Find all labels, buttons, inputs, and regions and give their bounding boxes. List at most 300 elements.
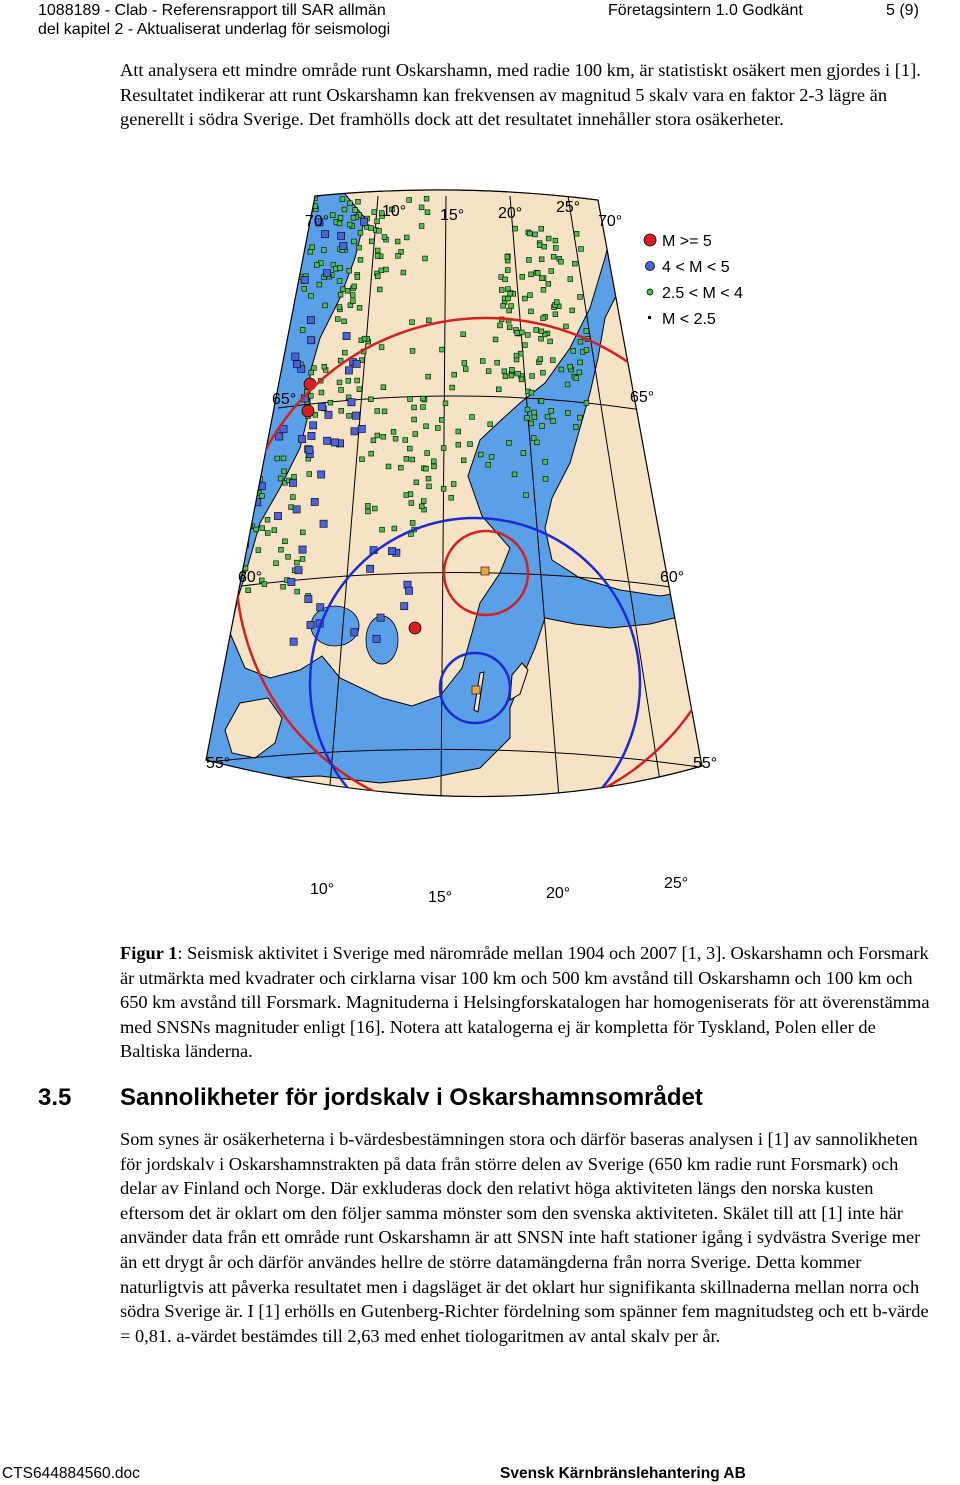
earthquake-marker (410, 520, 415, 525)
earthquake-marker (443, 401, 448, 406)
earthquake-marker (337, 380, 342, 385)
earthquake-marker (395, 239, 400, 244)
earthquake-marker (419, 224, 424, 229)
earthquake-marker (584, 347, 589, 352)
earthquake-marker (499, 288, 504, 293)
earthquake-marker (295, 567, 302, 574)
section-title: Sannolikheter för jordskalv i Oskarshamnsområdet (120, 1084, 703, 1111)
earthquake-marker (414, 480, 419, 485)
earthquake-marker (412, 417, 417, 422)
earthquake-marker (461, 332, 466, 337)
earthquake-marker (331, 439, 338, 446)
earthquake-marker (463, 367, 468, 372)
earthquake-marker (574, 376, 579, 381)
earthquake-marker (318, 403, 325, 410)
earthquake-marker (456, 442, 461, 447)
earthquake-marker (308, 337, 315, 344)
lat-label-65-right: 65° (630, 389, 655, 406)
earthquake-marker (509, 367, 514, 372)
earthquake-marker (308, 393, 313, 398)
earthquake-marker (529, 309, 534, 314)
earthquake-marker (539, 329, 544, 334)
earthquake-marker (235, 545, 240, 550)
earthquake-marker (553, 312, 558, 317)
lat-label-70-right: 70° (598, 213, 623, 230)
earthquake-marker (572, 261, 577, 266)
earthquake-marker (545, 414, 550, 419)
earthquake-marker (404, 235, 409, 240)
earthquake-marker (322, 364, 327, 369)
earthquake-marker (308, 249, 313, 254)
lon-label-10-top: 10° (382, 203, 407, 220)
earthquake-marker (338, 292, 343, 297)
earthquake-marker (421, 405, 426, 410)
earthquake-marker (337, 279, 342, 284)
earthquake-marker (546, 236, 551, 241)
earthquake-marker (260, 526, 265, 531)
earthquake-marker (358, 425, 365, 432)
earthquake-marker (533, 232, 538, 237)
caption-text: : Seismisk aktivitet i Sverige med närområde mellan 1904 och 2007 [1, 3]. Oskarshamn och Forsmark är utmärkta med kvadrater och cirklarna visar 100 km och 500 km avstånd till Oskarshamn och 100 km och 650 km avstånd till Forsmark. Magnituderna i Helsingforskatalogen har homogeniserats för att överenstämma med SNSNs magnituder enligt [16]. Notera att katalogerna ej är kompletta för Tyskland, Polen eller de Baltiska länderna. (120, 943, 930, 1062)
earthquake-marker (348, 201, 353, 206)
earthquake-marker (424, 196, 429, 201)
earthquake-marker (525, 333, 530, 338)
earthquake-marker (358, 257, 363, 262)
earthquake-marker (452, 372, 457, 377)
earthquake-marker (382, 235, 387, 240)
earthquake-marker (401, 270, 406, 275)
earthquake-marker (343, 332, 350, 339)
earthquake-marker (375, 409, 380, 414)
earthquake-marker (233, 478, 238, 483)
earthquake-marker (382, 409, 387, 414)
earthquake-marker (470, 415, 475, 420)
section-number: 3.5 (38, 1084, 72, 1111)
earthquake-marker (573, 425, 578, 430)
earthquake-marker (345, 288, 350, 293)
earthquake-marker (339, 408, 344, 413)
earthquake-marker (380, 527, 385, 532)
earthquake-marker (340, 242, 347, 249)
earthquake-marker (480, 359, 485, 364)
earthquake-marker (290, 638, 297, 645)
earthquake-marker (424, 424, 429, 429)
earthquake-marker (300, 557, 305, 562)
earthquake-marker (357, 387, 362, 392)
earthquake-marker (488, 422, 493, 427)
legend-label-m4: 4 < M < 5 (662, 259, 730, 276)
legend-red-circle-icon (644, 234, 656, 246)
earthquake-marker (281, 584, 286, 589)
earthquake-marker (529, 272, 534, 277)
earthquake-marker (265, 531, 270, 536)
earthquake-marker (505, 254, 510, 259)
earthquake-marker (330, 213, 335, 218)
earthquake-marker (353, 360, 360, 367)
earthquake-marker (337, 221, 342, 226)
earthquake-marker (507, 308, 512, 313)
earthquake-marker (375, 274, 380, 279)
earthquake-marker (275, 456, 280, 461)
earthquake-marker (564, 324, 569, 329)
earthquake-marker (321, 248, 326, 253)
legend-label-m5: M >= 5 (662, 233, 712, 250)
earthquake-marker (371, 438, 376, 443)
earthquake-marker (286, 554, 291, 559)
legend-label-mlow: M < 2.5 (662, 311, 716, 328)
earthquake-marker (309, 370, 314, 375)
header-page-number: 5 (9) (886, 2, 919, 19)
earthquake-marker (239, 479, 244, 484)
earthquake-marker (357, 245, 362, 250)
earthquake-marker (351, 428, 358, 435)
earthquake-marker (540, 424, 545, 429)
earthquake-marker (357, 305, 362, 310)
earthquake-marker (366, 509, 371, 514)
earthquake-marker (396, 253, 401, 258)
header-doc-subtitle: del kapitel 2 - Aktualiserat underlag för seismologi (38, 21, 391, 38)
earthquake-marker (299, 546, 306, 553)
earthquake-marker (307, 472, 312, 477)
earthquake-marker (375, 433, 380, 438)
earthquake-marker (404, 456, 409, 461)
earthquake-marker (537, 243, 542, 248)
earthquake-marker (456, 429, 461, 434)
earthquake-marker (565, 411, 570, 416)
earthquake-marker (571, 348, 576, 353)
earthquake-marker (292, 474, 297, 479)
earthquake-marker (345, 367, 352, 374)
earthquake-marker (352, 412, 359, 419)
earthquake-marker (515, 331, 520, 336)
earthquake-marker (311, 498, 318, 505)
earthquake-marker (373, 635, 380, 642)
legend-black-dot-icon (648, 316, 651, 319)
earthquake-marker (249, 464, 254, 469)
earthquake-marker (427, 484, 432, 489)
earthquake-marker (347, 268, 352, 273)
earthquake-marker (578, 360, 583, 365)
earthquake-marker (310, 245, 315, 250)
earthquake-marker (339, 388, 344, 393)
earthquake-marker (308, 293, 313, 298)
earthquake-marker (392, 526, 397, 531)
earthquake-marker (519, 330, 524, 335)
figure-caption (120, 941, 932, 1064)
earthquake-marker (405, 587, 412, 594)
earthquake-marker (530, 374, 535, 379)
earthquake-marker (578, 339, 583, 344)
earthquake-marker (546, 281, 551, 286)
earthquake-marker (321, 231, 328, 238)
earthquake-marker (347, 222, 352, 227)
lat-label-65-left: 65° (272, 391, 297, 408)
header-status: Företagsintern 1.0 Godkänt (608, 2, 803, 19)
earthquake-marker (391, 429, 396, 434)
earthquake-marker (551, 419, 556, 424)
earthquake-marker (362, 336, 367, 341)
legend-green-circle-icon (647, 289, 653, 295)
earthquake-marker (407, 446, 412, 451)
earthquake-marker (282, 469, 287, 474)
earthquake-marker (356, 199, 361, 204)
earthquake-marker (231, 566, 236, 571)
earthquake-marker (435, 426, 440, 431)
earthquake-marker (283, 539, 288, 544)
earthquake-marker (404, 493, 409, 498)
earthquake-marker (353, 208, 358, 213)
section-heading (38, 1084, 703, 1112)
earthquake-marker (305, 595, 312, 602)
earthquake-marker (338, 232, 345, 239)
earthquake-marker (519, 377, 524, 382)
earthquake-marker (350, 299, 355, 304)
earthquake-marker (360, 457, 365, 462)
lake-vattern (366, 616, 398, 664)
earthquake-marker (522, 343, 527, 348)
earthquake-marker (512, 472, 517, 477)
earthquake-marker (398, 465, 403, 470)
earthquake-marker (441, 486, 446, 491)
earthquake-marker (440, 347, 445, 352)
earthquake-marker (319, 390, 324, 395)
earthquake-marker (538, 357, 543, 362)
earthquake-marker (535, 271, 540, 276)
earthquake-marker (294, 560, 299, 565)
earthquake-marker (279, 547, 284, 552)
earthquake-marker (461, 458, 466, 463)
earthquake-marker (502, 369, 507, 374)
earthquake-marker (524, 493, 529, 498)
earthquake-marker (318, 471, 325, 478)
earthquake-marker (489, 454, 494, 459)
earthquake-marker (542, 244, 547, 249)
earthquake-marker (355, 378, 360, 383)
earthquake-marker (384, 267, 389, 272)
earthquake-marker (341, 287, 346, 292)
legend-blue-circle-icon (646, 262, 655, 271)
earthquake-marker (351, 629, 358, 636)
earthquake-marker (528, 293, 533, 298)
earthquake-marker (369, 239, 374, 244)
earthquake-marker (539, 226, 544, 231)
earthquake-marker (486, 369, 491, 374)
lon-label-25-bottom: 25° (664, 875, 689, 892)
oskarshamn-site-marker (472, 686, 480, 694)
earthquake-marker (247, 479, 252, 484)
lat-label-60-left: 60° (238, 569, 263, 586)
earthquake-marker (300, 328, 305, 333)
earthquake-marker (381, 385, 386, 390)
header-doc-title: 1088189 - Clab - Referensrapport till SAR allmän (38, 2, 386, 19)
earthquake-marker (509, 304, 514, 309)
earthquake-marker (543, 476, 548, 481)
earthquake-marker (584, 400, 589, 405)
earthquake-marker (421, 499, 426, 504)
earthquake-marker (255, 470, 260, 475)
earthquake-marker (272, 528, 277, 533)
earthquake-marker (295, 589, 300, 594)
earthquake-marker (274, 512, 281, 519)
earthquake-marker (347, 413, 352, 418)
earthquake-marker (486, 462, 491, 467)
earthquake-marker (372, 210, 377, 215)
earthquake-marker (355, 275, 360, 280)
earthquake-marker (426, 476, 431, 481)
earthquake-marker (281, 456, 286, 461)
earthquake-marker (307, 621, 314, 628)
earthquake-marker (534, 328, 539, 333)
earthquake-marker (509, 373, 514, 378)
earthquake-marker (410, 320, 415, 325)
earthquake-marker (532, 415, 537, 420)
earthquake-marker (577, 370, 582, 375)
earthquake-marker (262, 582, 267, 587)
earthquake-marker (358, 230, 363, 235)
earthquake-marker (335, 317, 340, 322)
figure-label: Figur 1 (120, 943, 178, 963)
earthquake-marker (543, 459, 548, 464)
earthquake-marker (375, 254, 380, 259)
earthquake-marker (377, 614, 384, 621)
earthquake-marker (529, 390, 534, 395)
earthquake-marker (432, 464, 437, 469)
earthquake-marker (426, 374, 431, 379)
lat-label-55-left: 55° (206, 755, 231, 772)
earthquake-marker (540, 370, 545, 375)
earthquake-marker (541, 316, 546, 321)
earthquake-marker (501, 303, 506, 308)
earthquake-marker (320, 520, 327, 527)
earthquake-marker (431, 459, 436, 464)
earthquake-marker (328, 400, 333, 405)
earthquake-marker (496, 387, 501, 392)
section-paragraph: Som synes är osäkerheterna i b-värdesbestämningen stora och därför baseras analysen i [1] av sannolikheten för jordskalv i Oskarshamnstrakten på data från större delen av Sverige (650 km radie runt Forsmark) och delar av Finland och Norge. Där exkluderas dock den relativt höga aktiviteten längs den norska kusten eftersom det är oklart om den följer samma mönster som den svenska aktiviteten. Skälet till att [1] inte här använder data från ett område runt Oskarshamn är att SNSN inte haft stationer igång i sydvästra Sverige mer än ett drygt år och därför användes hellre de större datamängderna från norra Sverige. Detta kommer naturligtvis att påverka resultatet men i dagsläget är det oklart hur signifikanta skillnaderna mellan norra och södra Sverige är. I [1] erhölls en Gutenberg-Richter fördelning som spänner fem magnitudsteg och ett b-värde = 0,81. a-värdet bestämdes till 2,63 med enhet tiologaritmen av antal skalv per år. (120, 1129, 929, 1346)
earthquake-marker (493, 337, 498, 342)
earthquake-marker (393, 436, 398, 441)
earthquake-marker (450, 385, 455, 390)
earthquake-marker (290, 495, 295, 500)
earthquake-marker (578, 294, 583, 299)
earthquake-marker (553, 245, 558, 250)
earthquake-marker (337, 305, 342, 310)
earthquake-marker (506, 440, 511, 445)
earthquake-marker (449, 495, 454, 500)
earthquake-marker (265, 517, 270, 522)
earthquake-marker (300, 530, 305, 535)
legend-label-m25: 2.5 < M < 4 (662, 285, 743, 302)
earthquake-marker (505, 268, 510, 273)
earthquake-marker (338, 266, 343, 271)
earthquake-marker-large (302, 405, 314, 417)
earthquake-marker (352, 239, 357, 244)
earthquake-marker (307, 317, 314, 324)
lat-label-60-right: 60° (660, 569, 685, 586)
earthquake-marker (439, 417, 444, 422)
earthquake-marker (235, 538, 240, 543)
earthquake-marker (348, 399, 355, 406)
earthquake-marker (525, 407, 530, 412)
earthquake-marker (361, 218, 368, 225)
earthquake-marker (507, 325, 512, 330)
earthquake-marker (369, 226, 374, 231)
earthquake-marker (441, 446, 446, 451)
earthquake-marker (325, 411, 332, 418)
earthquake-marker (288, 578, 295, 585)
earthquake-marker (367, 565, 374, 572)
earthquake-marker (233, 473, 238, 478)
earthquake-marker (532, 410, 537, 415)
earthquake-marker (503, 277, 508, 282)
earthquake-marker (577, 415, 582, 420)
earthquake-marker (534, 440, 539, 445)
earthquake-marker (423, 466, 428, 471)
earthquake-marker (527, 231, 532, 236)
earthquake-marker (235, 485, 240, 490)
earthquake-marker (451, 482, 456, 487)
earthquake-marker (568, 277, 573, 282)
earthquake-marker (413, 432, 418, 437)
earthquake-marker (520, 274, 525, 279)
earthquake-marker (423, 256, 428, 261)
earthquake-marker (410, 457, 415, 462)
earthquake-marker (579, 247, 584, 252)
earthquake-marker (379, 268, 384, 273)
seismic-map (150, 178, 810, 918)
earthquake-marker (551, 254, 556, 259)
lat-label-70-left: 70° (305, 213, 330, 230)
earthquake-marker (548, 339, 553, 344)
earthquake-marker (495, 360, 500, 365)
earthquake-marker-large (216, 322, 228, 334)
lon-label-15-top: 15° (440, 207, 465, 224)
earthquake-marker (521, 451, 526, 456)
earthquake-marker (351, 215, 356, 220)
earthquake-marker (403, 438, 408, 443)
earthquake-marker (549, 408, 554, 413)
earthquake-marker (554, 300, 559, 305)
earthquake-marker (302, 286, 307, 291)
forsmark-site-marker (481, 567, 489, 575)
earthquake-marker (292, 353, 299, 360)
earthquake-marker (565, 382, 570, 387)
earthquake-marker (276, 433, 283, 440)
earthquake-marker (237, 481, 242, 486)
earthquake-marker (324, 270, 331, 277)
earthquake-marker (408, 397, 413, 402)
earthquake-marker (386, 464, 391, 469)
earthquake-marker-large (304, 378, 316, 390)
earthquake-marker (506, 296, 511, 301)
earthquake-marker (254, 527, 259, 532)
earthquake-marker (574, 231, 579, 236)
earthquake-marker (426, 318, 431, 323)
earthquake-marker (305, 200, 310, 205)
earthquake-marker (539, 399, 544, 404)
lat-label-55-right: 55° (693, 755, 718, 772)
earthquake-marker (251, 473, 256, 478)
earthquake-marker (299, 435, 306, 442)
earthquake-marker (246, 588, 251, 593)
earthquake-marker (350, 293, 355, 298)
earthquake-marker (289, 479, 296, 486)
footer-company: Svensk Kärnbränslehantering AB (500, 1465, 746, 1482)
earthquake-marker (365, 503, 370, 508)
earthquake-marker (409, 501, 414, 506)
earthquake-marker (388, 548, 395, 555)
earthquake-marker (559, 259, 564, 264)
earthquake-marker (412, 405, 417, 410)
